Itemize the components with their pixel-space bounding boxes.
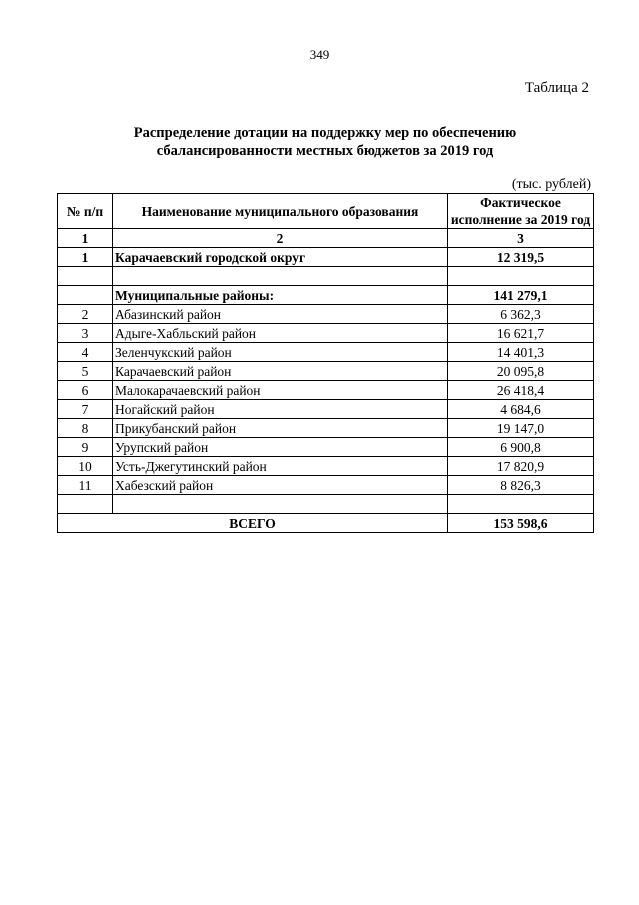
- row-value: 8 826,3: [448, 476, 594, 495]
- row-name: Малокарачаевский район: [113, 381, 448, 400]
- row-name: Ногайский район: [113, 400, 448, 419]
- title-line-1: Распределение дотации на поддержку мер по обеспечению: [133, 125, 517, 141]
- total-label: ВСЕГО: [58, 514, 448, 533]
- total-row: [58, 514, 594, 533]
- row-number: 2: [58, 305, 113, 324]
- row-number: 7: [58, 400, 113, 419]
- row-value: 16 621,7: [448, 324, 594, 343]
- row-name: Адыге-Хабльский район: [113, 324, 448, 343]
- row-number: 1: [58, 248, 113, 267]
- row-value: 14 401,3: [448, 343, 594, 362]
- row-name: Муниципальные районы:: [113, 286, 448, 305]
- header-name: Наименование муниципального образования: [113, 194, 448, 229]
- page-number: 349: [309, 47, 330, 62]
- row-value: 12 319,5: [448, 248, 594, 267]
- table-row: [58, 438, 594, 457]
- row-value: 4 684,6: [448, 400, 594, 419]
- document-title: [60, 124, 590, 160]
- table-row: [58, 381, 594, 400]
- index-cell: 1: [58, 229, 113, 248]
- row-name: Хабезский район: [113, 476, 448, 495]
- table-row: [58, 476, 594, 495]
- row-value: 6 900,8: [448, 438, 594, 457]
- table-row-districts-header: [58, 286, 594, 305]
- header-number: № п/п: [58, 194, 113, 229]
- row-name: Урупский район: [113, 438, 448, 457]
- total-value: 153 598,6: [448, 514, 594, 533]
- header-row: [58, 194, 594, 229]
- row-value: 20 095,8: [448, 362, 594, 381]
- row-name: Зеленчукский район: [113, 343, 448, 362]
- row-name: Абазинский район: [113, 305, 448, 324]
- row-name: Прикубанский район: [113, 419, 448, 438]
- budget-table: [57, 193, 594, 533]
- table-label: Таблица 2: [524, 80, 589, 96]
- empty-row: [58, 495, 594, 514]
- index-cell: 2: [113, 229, 448, 248]
- units-label: (тыс. рублей): [511, 177, 591, 192]
- table-row: [58, 305, 594, 324]
- index-cell: 3: [448, 229, 594, 248]
- empty-row: [58, 267, 594, 286]
- row-number: 11: [58, 476, 113, 495]
- row-number: 4: [58, 343, 113, 362]
- row-name: Карачаевский городской округ: [113, 248, 448, 267]
- table-row-city: [58, 248, 594, 267]
- title-line-2: сбалансированности местных бюджетов за 2019 год: [156, 143, 494, 159]
- table-row: [58, 343, 594, 362]
- row-number: 3: [58, 324, 113, 343]
- table-row: [58, 457, 594, 476]
- row-number: 8: [58, 419, 113, 438]
- header-value: Фактическое исполнение за 2019 год: [448, 194, 594, 229]
- column-index-row: [58, 229, 594, 248]
- row-value: 19 147,0: [448, 419, 594, 438]
- row-number: 5: [58, 362, 113, 381]
- row-name: Усть-Джегутинский район: [113, 457, 448, 476]
- table-row: [58, 419, 594, 438]
- row-value: 17 820,9: [448, 457, 594, 476]
- row-number: 9: [58, 438, 113, 457]
- row-value: 26 418,4: [448, 381, 594, 400]
- row-value: 141 279,1: [448, 286, 594, 305]
- table-row: [58, 324, 594, 343]
- row-name: Карачаевский район: [113, 362, 448, 381]
- table-row: [58, 400, 594, 419]
- row-number: 6: [58, 381, 113, 400]
- row-value: 6 362,3: [448, 305, 594, 324]
- row-number: 10: [58, 457, 113, 476]
- table-row: [58, 362, 594, 381]
